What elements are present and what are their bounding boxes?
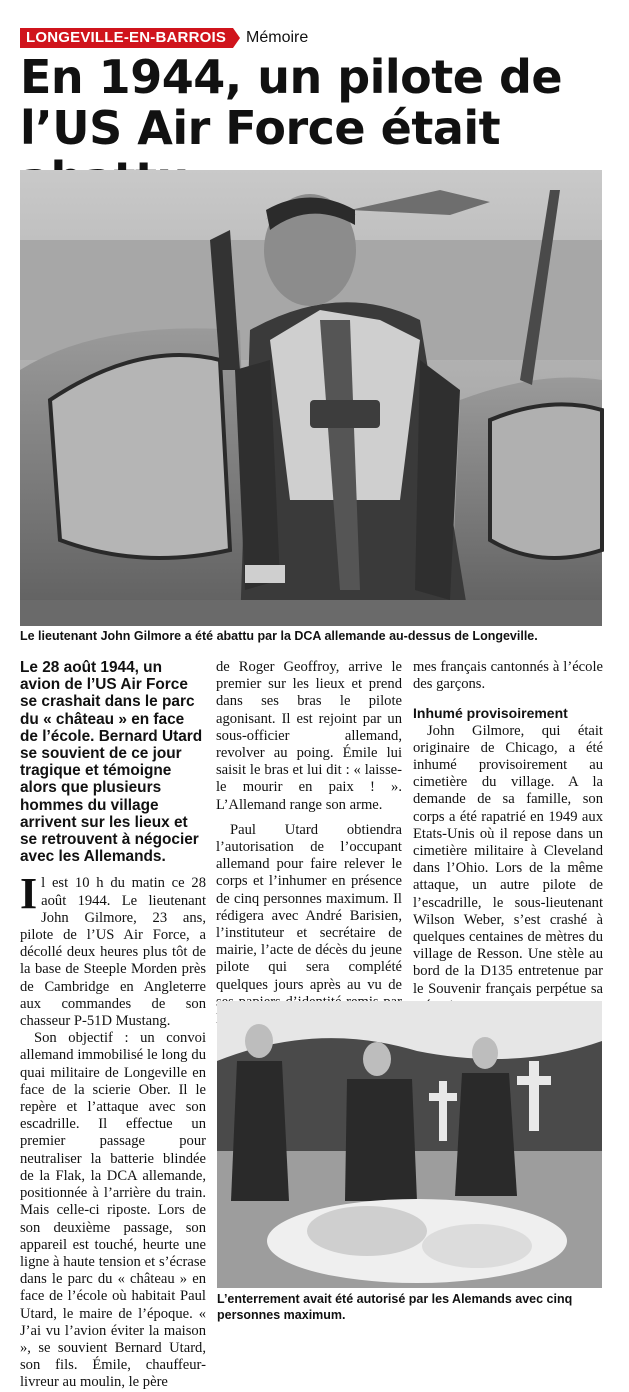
pilot-photo-caption: Le lieutenant John Gilmore a été abattu par la DCA allemande au-dessus de Longeville. [20, 629, 538, 643]
paragraph-2b-text: de Roger Geoffroy, arrive le premier sur les lieux et prend dans ses bras le pilote agonisant. Il est rejoint par un sous-officier allemand, revolver au poing. Émile lui saisit le bras et lui dit : « laisse-le mourir en paix ! ». L’Allemand range son arme. [216, 659, 402, 813]
section-label: Mémoire [246, 29, 309, 46]
article-paragraph [20, 869, 206, 1030]
article-lead: Le 28 août 1944, un avion de l’US Air Force se crashait dans le parc du « château » en face de l’école. Bernard Utard se souvient de ce jour tragique et témoigne alors que plusieurs hommes du village arrivent sur les lieux et se retrouvent à négocier avec les Allemands. [20, 659, 203, 866]
article-column-2 [216, 659, 402, 1028]
paragraph-4-text: John Gilmore, qui était originaire de Chicago, a été inhumé provisoirement au cimetière du village. A la demande de sa famille, son corps a été rapatrié en 1949 aux Etats-Unis où il repose dans un cimetière militaire à Cleveland dans l’Ohio. Lors de la même attaque, un autre pilote de l’escadrille, le sous-lieutenant Wilson Weber, s’est crashé à quelques centaines de mètres du village de Resson. Une stèle au bord de la D135 entretenue par le Souvenir français perpétue sa [413, 722, 603, 997]
drop-cap: I [20, 869, 38, 919]
funeral-photo [217, 1001, 602, 1288]
rubric-arrow [233, 28, 240, 48]
paragraph-2-text: Son objectif : un convoi allemand immobilisé le long du quai militaire de Longeville en face de la scierie Ober. Il le repère et l’attaque avec son escadrille. Il effectue un premier passage pour neutraliser la batterie blindée de la Flak, la DCA allemande, positionnée à l’arrière du train. Mais celle-ci riposte. Lors de son deuxième passage, son appareil est touché, heurte une ligne à haute tension et s’écrase dans le parc du « château » en face de l’école où habitait Paul Utard, le maire de l’époque. « J’ai vu l’avion éviter la maison », se souvient Bernard Utard, son fils. Émile, chauffeur-livreur au moulin, le père [20, 1030, 206, 1391]
headline-line-1: En 1944, un pilote de [20, 50, 563, 104]
paragraph-3b-text: mes français cantonnés à l’école des garçons. [413, 659, 603, 693]
article-column-1 [20, 659, 206, 1392]
kicker [20, 28, 308, 48]
pilot-photo [20, 170, 602, 626]
funeral-photo-illustration [217, 1001, 602, 1288]
pilot-photo-illustration [20, 170, 602, 626]
rubric-label: LONGEVILLE-EN-BARROIS [20, 28, 233, 48]
subheading: Inhumé provisoirement [413, 705, 568, 722]
paragraph-3-text: Paul Utard obtiendra l’autorisation de l’occupant allemand pour faire relever le corps et l’inhumer en présence de cinq personnes maximum. Il rédigera avec André Barisien, l’instituteur et secrétaire de mairie, l’acte de décès du jeune pilote qui sera complété quelques jours après au vu de [216, 821, 402, 993]
funeral-photo-caption: L’enterrement avait été autorisé par les Alemands avec cinq personnes maximum. [217, 1292, 573, 1322]
paragraph-1-text: l est 10 h du matin ce 28 août 1944. Le lieutenant John Gilmore, 23 ans, pilote de l’US Air Force, a décollé deux heures plus tôt de la base de Steeple Morden près de Cambridge en Angleterre aux commandes de son chasseur P-51D Mustang. [20, 875, 206, 1030]
headline-line-2: l’US Air Force était [20, 101, 501, 155]
article-column-3 [413, 659, 603, 1015]
